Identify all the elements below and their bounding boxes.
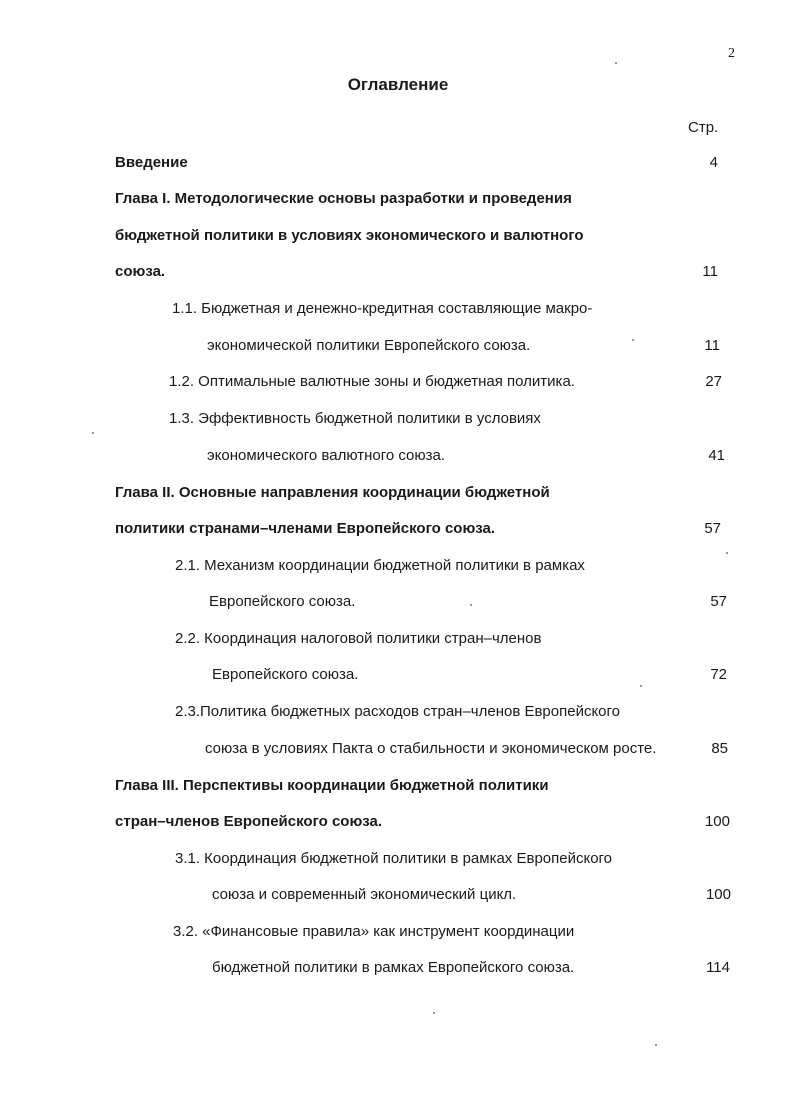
toc-section-1-2-line1: 1.2. Оптимальные валютные зоны и бюджетная политика. xyxy=(169,373,575,390)
toc-intro-page: 4 xyxy=(709,154,718,171)
toc-section-3-2-line2: бюджетной политики в рамках Европейского союза. xyxy=(212,959,575,976)
toc-intro-label: Введение xyxy=(115,154,188,171)
toc-chapter1-line2: бюджетной политики в условиях экономического и валютного xyxy=(115,227,584,244)
toc-chapter2-page: 57 xyxy=(704,520,721,537)
toc-section-1-2-page: 27 xyxy=(705,373,722,390)
toc-chapter3-page: 100 xyxy=(704,813,730,830)
toc-section-2-2-line2: Европейского союза. xyxy=(212,666,359,683)
page-number: 2 xyxy=(728,46,735,61)
toc-section-2-1-line2: Европейского союза. xyxy=(209,593,356,610)
scan-speck xyxy=(92,432,94,434)
toc-section-3-1-page: 100 xyxy=(705,886,731,903)
toc-section-3-1-line2: союза и современный экономический цикл. xyxy=(212,886,517,903)
scan-speck xyxy=(655,1044,657,1046)
scan-speck xyxy=(640,685,642,687)
toc-section-3-2-page: 114 xyxy=(706,959,730,976)
toc-section-3-1-line1: 3.1. Координация бюджетной политики в рамках Европейского xyxy=(175,850,613,867)
toc-chapter2-line1: Глава II. Основные направления координации бюджетной xyxy=(115,484,550,501)
toc-section-1-3-page: 41 xyxy=(708,447,725,464)
scan-speck xyxy=(726,552,728,554)
toc-chapter1-line3: союза. xyxy=(115,263,166,280)
toc-section-2-1-line1: 2.1. Механизм координации бюджетной политики в рамках xyxy=(175,557,585,574)
scan-speck xyxy=(470,604,472,606)
toc-section-2-3-line1: 2.3.Политика бюджетных расходов стран–членов Европейского xyxy=(175,703,621,720)
scan-speck xyxy=(433,1012,435,1014)
toc-section-1-1-line2: экономической политики Европейского союза. xyxy=(207,337,531,354)
toc-section-1-3-line1: 1.3. Эффективность бюджетной политики в условиях xyxy=(169,410,541,427)
toc-section-2-2-page: 72 xyxy=(710,666,727,683)
toc-section-2-1-page: 57 xyxy=(710,593,727,610)
toc-chapter3-line2: стран–членов Европейского союза. xyxy=(115,813,383,830)
toc-section-1-1-line1: 1.1. Бюджетная и денежно-кредитная составляющие макро- xyxy=(172,300,593,317)
toc-chapter2-line2: политики странами–членами Европейского союза. xyxy=(115,520,496,537)
pages-column-header: Стр. xyxy=(688,119,719,136)
toc-section-1-1-page: 11 xyxy=(704,337,720,354)
toc-chapter1-page: 11 xyxy=(702,263,718,280)
toc-section-2-2-line1: 2.2. Координация налоговой политики стран–членов xyxy=(175,630,542,647)
toc-section-3-2-line1: 3.2. «Финансовые правила» как инструмент координации xyxy=(173,923,575,940)
toc-section-2-3-page: 85 xyxy=(711,740,728,757)
scan-speck xyxy=(615,62,617,64)
toc-chapter1-line1: Глава I. Методологические основы разработки и проведения xyxy=(115,190,572,207)
scan-speck xyxy=(632,339,634,341)
toc-section-2-3-line2: союза в условиях Пакта о стабильности и экономическом росте. xyxy=(205,740,657,757)
page-title: Оглавление xyxy=(347,75,449,94)
toc-chapter3-line1: Глава III. Перспективы координации бюджетной политики xyxy=(115,777,549,794)
toc-section-1-3-line2: экономического валютного союза. xyxy=(207,447,446,464)
